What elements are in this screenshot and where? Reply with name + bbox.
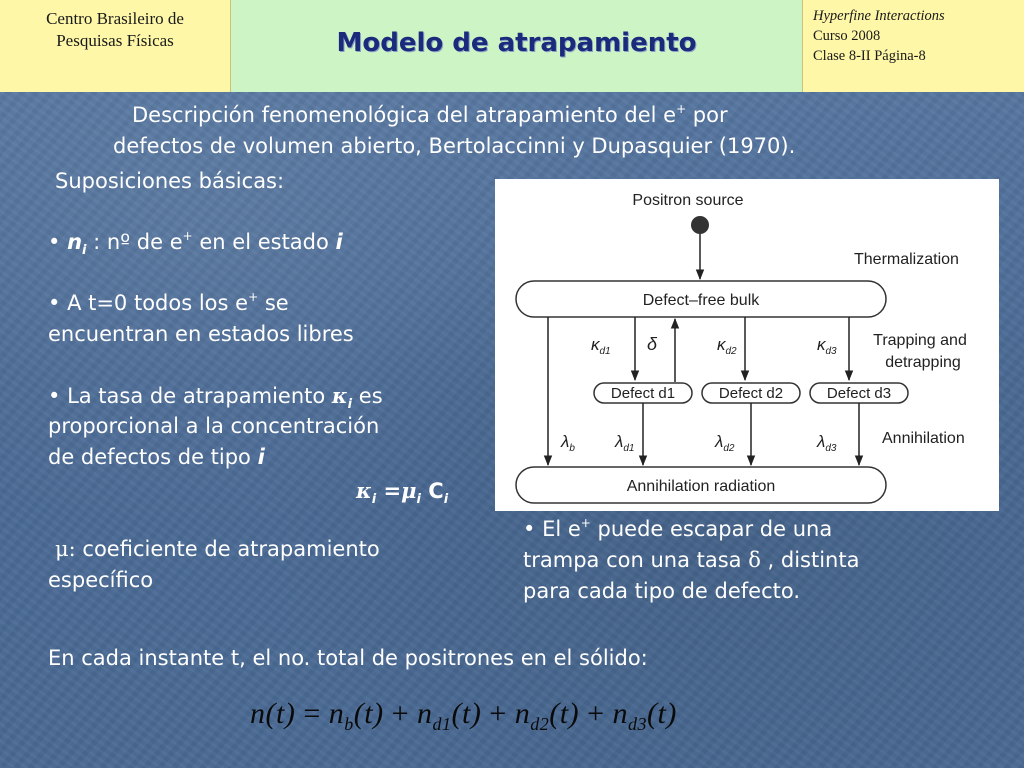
positron-source-label: Positron source <box>632 192 744 209</box>
diagram-svg <box>495 179 999 511</box>
total-positrons-statement: En cada instante t, el no. total de positrones en el sólido: <box>48 646 648 670</box>
total-positrons-equation: $n(t) = n_b(t) + n_{d1}(t) + n_{d2}(t) + n_{d3}(t)$ <box>250 697 677 734</box>
kappa-d1-label: $\kappa_{d1}$ <box>591 335 611 357</box>
bullet-trapping-rate-line-2: proporcional a la concentración <box>48 414 380 438</box>
trapping-rate-formula: $\kappa_i =\mu_i$ $C_i$ <box>356 478 449 507</box>
bullet-initial-state: • A t=0 todos los e+ se <box>48 290 289 315</box>
title-box <box>231 0 802 92</box>
lambda-b-label: $\lambda_b$ <box>561 432 575 454</box>
bullet-trapping-rate: • La tasa de atrapamiento $\kappa_i$ es <box>48 383 383 412</box>
kappa-d3-label: $\kappa_{d3}$ <box>817 335 837 357</box>
lambda-d2-label: $\lambda_{d2}$ <box>715 432 735 454</box>
delta-label: δ <box>647 334 658 354</box>
course-info-box <box>802 0 1024 92</box>
trapping-label-2: detrapping <box>885 354 961 371</box>
radiation-label: Annihilation radiation <box>626 478 776 495</box>
mu-definition: μ: coeficiente de atrapamiento <box>55 537 380 561</box>
bulk-label: Defect–free bulk <box>642 292 760 309</box>
defect-d2-label: Defect d2 <box>718 385 784 402</box>
institution-box <box>0 0 231 92</box>
trapping-label-1: Trapping and <box>873 332 967 349</box>
mu-definition-line-2: específico <box>48 568 154 592</box>
defect-d3-label: Defect d3 <box>826 385 892 402</box>
bullet-ni: • $n_i$ : nº de e+ en el estado i <box>48 229 343 258</box>
intro-line-2: defectos de volumen abierto, Bertolaccinni y Dupasquier (1970). <box>113 134 796 158</box>
course-name: Hyperfine Interactions <box>813 8 945 24</box>
course-year: Curso 2008 <box>813 28 881 44</box>
lambda-d1-label: $\lambda_{d1}$ <box>615 432 635 454</box>
bullet-initial-state-line-2: encuentran en estados libres <box>48 322 354 346</box>
bullet-trapping-rate-line-3: de defectos de tipo i <box>48 445 265 469</box>
annihilation-label: Annihilation <box>882 430 965 447</box>
lesson-page: Clase 8-II Página-8 <box>813 48 926 64</box>
institution-line-2: Pesquisas Físicas <box>56 31 174 50</box>
thermalization-label: Thermalization <box>854 251 959 268</box>
assumptions-heading: Suposiciones básicas: <box>55 169 285 193</box>
slide-title: Modelo de atrapamiento <box>336 28 697 58</box>
escape-note: • El e+ puede escapar de una <box>523 516 833 541</box>
escape-note-line-2: trampa con una tasa δ , distinta <box>523 548 860 572</box>
lambda-d3-label: $\lambda_{d3}$ <box>817 432 837 454</box>
kappa-d2-label: $\kappa_{d2}$ <box>717 335 737 357</box>
trapping-model-diagram <box>495 179 999 511</box>
escape-note-line-3: para cada tipo de defecto. <box>523 579 801 603</box>
defect-d1-label: Defect d1 <box>610 385 676 402</box>
intro-line-1: Descripción fenomenológica del atrapamiento del e+ por <box>132 102 728 127</box>
positron-source-dot <box>691 216 709 234</box>
institution-line-1: Centro Brasileiro de <box>46 9 184 28</box>
